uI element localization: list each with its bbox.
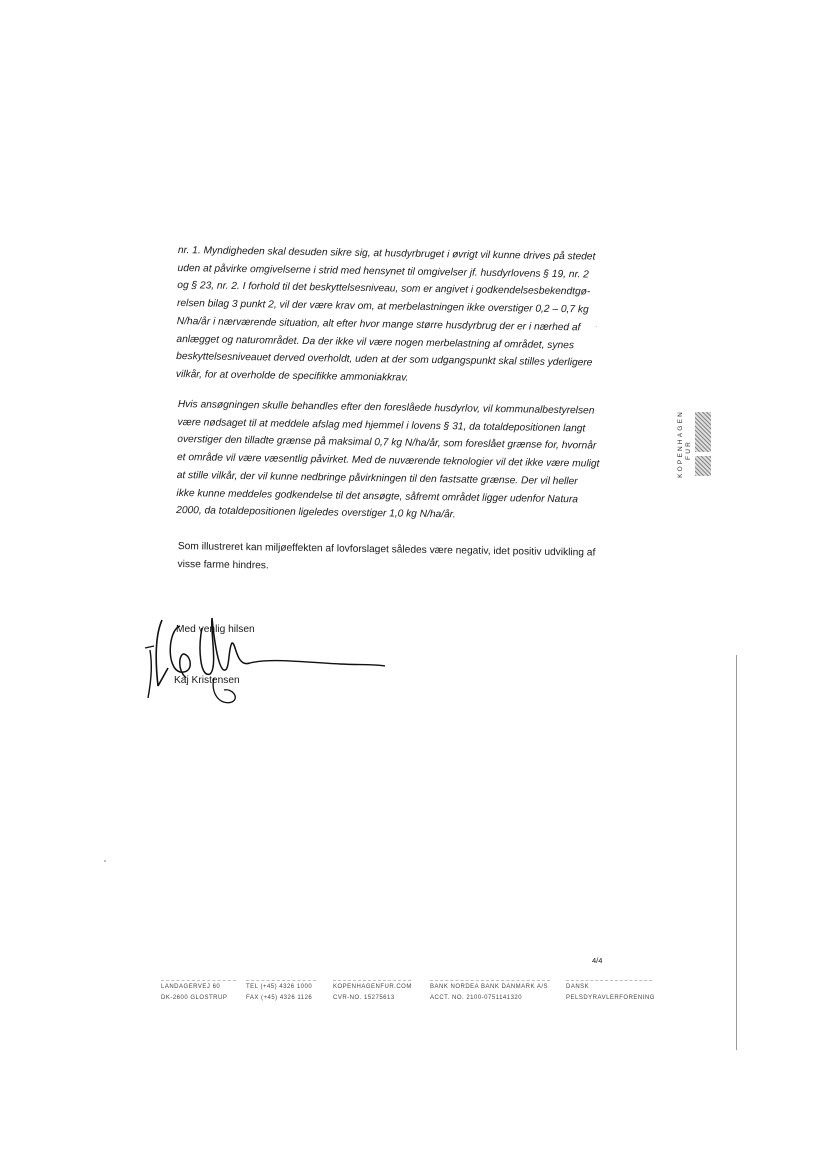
text-line: relsen bilag 3 punkt 2, vil der være krav om, at merbelastningen ikke overstiger 0,2 – 0,7 kg <box>176 298 589 316</box>
footer-web <box>333 980 411 1004</box>
text-line: være nødsaget til at meddele afslag med hjemmel i lovens § 31, da totaldepositionen langt <box>177 416 586 435</box>
text-line: Som illustreret kan miljøeffekten af lovforslaget således være negativ, idet positiv udvikling af <box>177 540 596 559</box>
text-line: ikke kunne meddeles godkendelse til det ansøgte, såfremt området ligger udenfor Natura <box>176 487 579 505</box>
text-line: overstiger den tilladte grænse på maksimal 0,7 kg N/ha/år, som foreslået grænse for, hvornår <box>177 434 597 452</box>
footer-bank <box>430 980 550 1004</box>
footer-address <box>161 980 236 1004</box>
footer-line: BANK NORDEA BANK DANMARK A/S <box>430 984 549 990</box>
logo-mark-bottom <box>695 456 711 476</box>
text-line: og § 23, nr. 2. I forhold til det beskyttelsesniveau, som er angivet i godkendelsesbekendtgø- <box>177 280 591 298</box>
text-line: nr. 1. Myndigheden skal desuden sikre sig, at husdyrbruget i øvrigt vil kunne drives på stedet <box>177 244 596 263</box>
text-line: 2000, da totaldepositionen ligeledes overstiger 1,0 kg N/ha/år. <box>176 505 456 521</box>
text-line: Hvis ansøgningen skulle behandles efter den foreslåede husdyrlov, vil kommunalbestyrelsen <box>177 398 595 417</box>
footer-line: DK-2600 GLOSTRUP <box>161 995 228 1001</box>
scan-speck <box>596 326 597 327</box>
signer-name: Kaj Kristensen <box>174 675 240 686</box>
kopenhagen-fur-logo <box>673 410 715 490</box>
logo-mark-top <box>695 412 711 452</box>
footer-line: ACCT. NO. 2100-0751141320 <box>430 995 523 1001</box>
footer-line: FAX (+45) 4326 1126 <box>246 995 313 1001</box>
logo-text-line2: FUR <box>685 440 692 460</box>
handwritten-signature <box>140 608 390 718</box>
logo-text-line1: KOPENHAGEN <box>677 410 684 478</box>
text-line: uden at påvirke omgivelserne i strid med hensynet til omgivelser jf. husdyrlovens § 19, nr. 2 <box>177 262 589 281</box>
body-paragraph-3 <box>177 538 596 580</box>
text-line: beskyttelsesniveauet derved overholdt, uden at der som udgangspunkt skal stilles yderligere <box>176 351 593 369</box>
body-paragraph-2 <box>176 396 600 526</box>
text-line: anlægget og naturområdet. Da der ikke vil være nogen merbelastning af området, synes <box>176 333 575 351</box>
footer-line: CVR-NO. 15275613 <box>333 995 395 1001</box>
footer-line: TEL (+45) 4326 1000 <box>246 984 313 990</box>
body-paragraph-1 <box>175 242 596 390</box>
page-number: 4/4 <box>592 956 603 965</box>
text-line: N/ha/år i nærværende situation, alt efter hvor mange større husdyrbrug der er i nærhed af <box>176 315 581 334</box>
footer-line: PELSDYRAVLERFORENING <box>566 995 655 1001</box>
footer-organisation <box>566 980 655 1004</box>
footer-line: LANDAGERVEJ 60 <box>161 984 221 990</box>
closing-greeting: Med venlig hilsen <box>176 624 255 635</box>
text-line: et område vil være væsentlig påvirket. Med de nuværende teknologier vil det ikke være muligt <box>176 452 600 470</box>
text-line: visse farme hindres. <box>177 558 269 572</box>
footer-line: DANSK <box>566 984 590 990</box>
text-line: vilkår, for at overholde de specifikke ammoniakkrav. <box>175 368 409 384</box>
scan-speck <box>104 860 106 862</box>
scan-edge-line <box>736 655 737 1050</box>
footer-phone <box>246 980 316 1004</box>
footer-line: KOPENHAGENFUR.COM <box>333 984 412 990</box>
text-line: at stille vilkår, der vil kunne nedbringe påvirkningen til den fastsatte grænse. Der vil heller <box>176 469 578 488</box>
